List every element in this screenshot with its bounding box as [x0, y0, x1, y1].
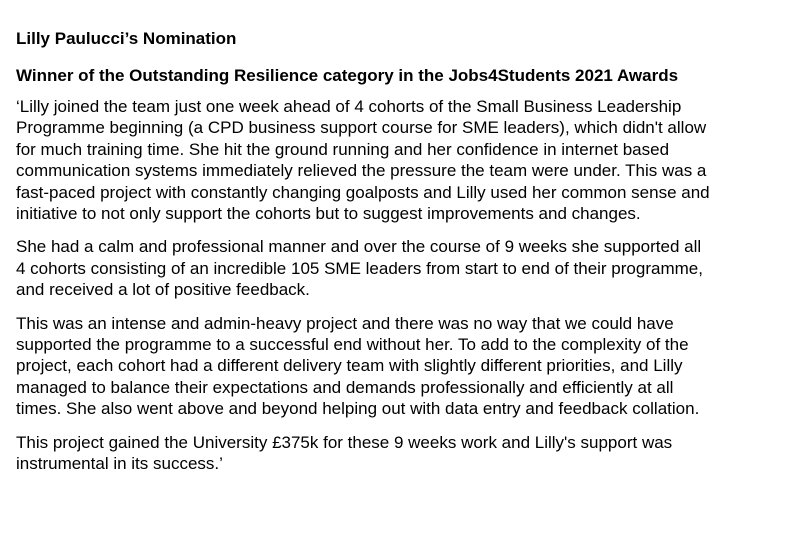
paragraph-line: managed to balance their expectations and demands professionally and efficiently at all	[16, 377, 674, 397]
paragraph-line: She had a calm and professional manner and over the course of 9 weeks she supported all	[16, 237, 702, 257]
paragraph-line: 4 cohorts consisting of an incredible 105 SME leaders from start to end of their programme,	[16, 258, 703, 278]
paragraph-line: instrumental in its success.’	[16, 454, 223, 474]
paragraph-intro	[16, 96, 796, 224]
paragraph-project	[16, 313, 796, 420]
paragraph-line: supported the programme to a successful end without her. To add to the complexity of the	[16, 335, 689, 355]
paragraph-line: for much training time. She hit the ground running and her confidence in internet based	[16, 139, 670, 159]
paragraph-outcome	[16, 432, 796, 475]
paragraph-line: This was an intense and admin-heavy project and there was no way that we could have	[16, 313, 674, 333]
paragraph-line: initiative to not only support the cohorts but to suggest improvements and changes.	[16, 204, 641, 224]
paragraph-line: times. She also went above and beyond helping out with data entry and feedback collation.	[16, 399, 700, 419]
paragraph-line: Programme beginning (a CPD business support course for SME leaders), which didn't allow	[16, 118, 707, 138]
nomination-title: Lilly Paulucci’s Nomination	[16, 29, 237, 48]
award-subtitle: Winner of the Outstanding Resilience category in the Jobs4Students 2021 Awards	[16, 66, 679, 85]
paragraph-line: This project gained the University £375k for these 9 weeks work and Lilly's support was	[16, 432, 673, 452]
paragraph-manner	[16, 236, 796, 300]
paragraph-line: project, each cohort had a different delivery team with slightly different priorities, and Lilly	[16, 356, 683, 376]
paragraph-line: fast-paced project with constantly changing goalposts and Lilly used her common sense and	[16, 182, 710, 202]
paragraph-line: communication systems immediately relieved the pressure the team were under. This was a	[16, 161, 707, 181]
nomination-document	[16, 28, 796, 487]
paragraph-line: and received a lot of positive feedback.	[16, 280, 310, 300]
paragraph-line: ‘Lilly joined the team just one week ahead of 4 cohorts of the Small Business Leadership	[16, 97, 682, 116]
